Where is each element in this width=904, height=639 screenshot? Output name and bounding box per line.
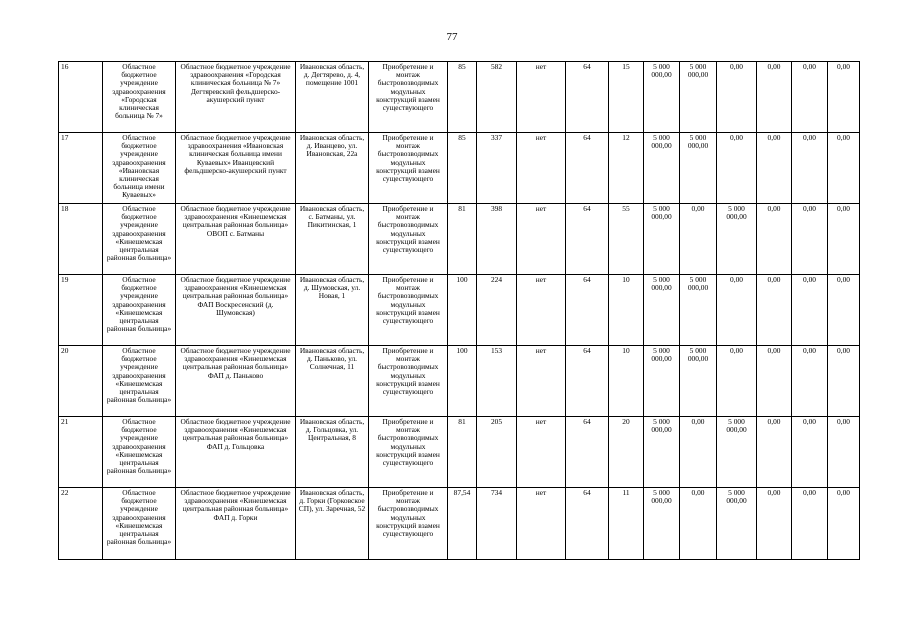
amount-year-2 bbox=[717, 62, 757, 133]
availability-flag bbox=[517, 133, 566, 204]
availability-flag-text: нет bbox=[535, 347, 547, 355]
row-number-text: 21 bbox=[61, 418, 69, 426]
amount-year-2-text: 5 000 000,00 bbox=[726, 418, 747, 435]
table-row bbox=[59, 417, 860, 488]
indicator-value bbox=[566, 204, 609, 275]
area-value-text: 100 bbox=[456, 347, 468, 355]
row-number-text: 17 bbox=[61, 134, 69, 142]
indicator-value-text: 64 bbox=[583, 205, 591, 213]
indicator-value bbox=[566, 346, 609, 417]
amount-year-2 bbox=[717, 133, 757, 204]
amount-year-4 bbox=[792, 488, 828, 560]
area-value bbox=[448, 488, 477, 560]
amount-year-5 bbox=[828, 346, 860, 417]
organization-name-text: Областное бюджетное учреждение здравоохранения «Ивановская клиническая больница имени Куваевых» bbox=[112, 134, 166, 200]
amount-year-4 bbox=[792, 62, 828, 133]
activity-description-text: Приобретение и монтаж быстровозводимых модульных конструкций взамен существующего bbox=[376, 276, 440, 326]
population-value-text: 398 bbox=[490, 205, 503, 213]
amount-year-5 bbox=[828, 204, 860, 275]
total-amount-text: 5 000 000,00 bbox=[651, 347, 672, 364]
facility-address-text: Ивановская область, д. Горки (Горковское СП), ул. Заречная, 52 bbox=[298, 489, 366, 514]
amount-year-4-text: 0,00 bbox=[803, 63, 816, 71]
activity-description-text: Приобретение и монтаж быстровозводимых модульных конструкций взамен существующего bbox=[376, 205, 440, 255]
organization-name-text: Областное бюджетное учреждение здравоохранения «Кинешемская центральная районная больница» bbox=[106, 347, 172, 405]
population-value bbox=[477, 62, 517, 133]
row-number bbox=[59, 204, 103, 275]
amount-year-3-text: 0,00 bbox=[767, 418, 781, 426]
facility-address-text: Ивановская область, с. Батманы, ул. Пикитинская, 1 bbox=[299, 205, 365, 230]
population-value bbox=[477, 417, 517, 488]
population-value bbox=[477, 275, 517, 346]
row-number bbox=[59, 62, 103, 133]
amount-year-1 bbox=[680, 204, 717, 275]
organization-name bbox=[103, 204, 176, 275]
amount-year-4 bbox=[792, 417, 828, 488]
activity-description bbox=[369, 488, 448, 560]
availability-flag-text: нет bbox=[535, 63, 547, 71]
activity-description bbox=[369, 417, 448, 488]
total-amount-text: 5 000 000,00 bbox=[651, 205, 672, 222]
amount-year-2 bbox=[717, 204, 757, 275]
facility-address bbox=[296, 133, 369, 204]
activity-description bbox=[369, 133, 448, 204]
row-number bbox=[59, 133, 103, 204]
organization-name-text: Областное бюджетное учреждение здравоохранения «Кинешемская центральная районная больница» bbox=[106, 276, 172, 334]
indicator-value-text: 64 bbox=[583, 63, 591, 71]
amount-year-4-text: 0,00 bbox=[803, 134, 816, 142]
amount-year-1 bbox=[680, 417, 717, 488]
activity-description-text: Приобретение и монтаж быстровозводимых модульных конструкций взамен существующего bbox=[376, 63, 440, 113]
facility-address-text: Ивановская область, д. Шумовская, ул. Новая, 1 bbox=[299, 276, 365, 301]
amount-year-1-text: 5 000 000,00 bbox=[687, 347, 709, 364]
facility-address bbox=[296, 417, 369, 488]
facility-address-text: Ивановская область, д. Дегтярево, д. 4, помещение 1001 bbox=[299, 63, 365, 88]
amount-year-2 bbox=[717, 275, 757, 346]
availability-flag bbox=[517, 275, 566, 346]
area-value-text: 100 bbox=[456, 276, 468, 284]
area-value-text: 85 bbox=[458, 63, 466, 71]
facility-address-text: Ивановская область, д. Гольцовка, ул. Центральная, 8 bbox=[299, 418, 365, 443]
total-amount bbox=[644, 204, 680, 275]
facility-name bbox=[176, 417, 296, 488]
facility-name bbox=[176, 62, 296, 133]
amount-year-2 bbox=[717, 417, 757, 488]
total-amount-text: 5 000 000,00 bbox=[651, 63, 672, 80]
area-value-text: 85 bbox=[458, 134, 466, 142]
total-amount bbox=[644, 346, 680, 417]
amount-year-2 bbox=[717, 488, 757, 560]
row-number bbox=[59, 417, 103, 488]
availability-flag-text: нет bbox=[535, 489, 547, 497]
table-row bbox=[59, 488, 860, 560]
amount-year-5-text: 0,00 bbox=[837, 205, 850, 213]
amount-year-3 bbox=[757, 62, 792, 133]
facility-address bbox=[296, 488, 369, 560]
amount-year-5 bbox=[828, 275, 860, 346]
amount-year-4-text: 0,00 bbox=[803, 205, 816, 213]
row-number bbox=[59, 346, 103, 417]
amount-year-3 bbox=[757, 275, 792, 346]
organization-name bbox=[103, 488, 176, 560]
amount-year-4 bbox=[792, 204, 828, 275]
distance-value-text: 10 bbox=[622, 347, 630, 355]
total-amount bbox=[644, 417, 680, 488]
indicator-value-text: 64 bbox=[583, 418, 591, 426]
activity-description-text: Приобретение и монтаж быстровозводимых модульных конструкций взамен существующего bbox=[376, 134, 440, 184]
table-row bbox=[59, 62, 860, 133]
population-value-text: 205 bbox=[490, 418, 503, 426]
amount-year-1-text: 0,00 bbox=[691, 418, 705, 426]
activity-description bbox=[369, 62, 448, 133]
amount-year-1-text: 5 000 000,00 bbox=[687, 134, 709, 151]
area-value-text: 87,54 bbox=[453, 489, 471, 497]
indicator-value bbox=[566, 133, 609, 204]
distance-value bbox=[609, 133, 644, 204]
total-amount-text: 5 000 000,00 bbox=[651, 418, 672, 435]
amount-year-5-text: 0,00 bbox=[837, 418, 850, 426]
amount-year-1 bbox=[680, 62, 717, 133]
population-value-text: 734 bbox=[490, 489, 503, 497]
table-row bbox=[59, 275, 860, 346]
amount-year-2-text: 0,00 bbox=[730, 134, 743, 142]
population-value-text: 153 bbox=[490, 347, 503, 355]
organization-name-text: Областное бюджетное учреждение здравоохранения «Кинешемская центральная районная больница» bbox=[106, 489, 172, 547]
amount-year-1 bbox=[680, 133, 717, 204]
facility-name bbox=[176, 133, 296, 204]
availability-flag bbox=[517, 62, 566, 133]
total-amount bbox=[644, 133, 680, 204]
amount-year-4-text: 0,00 bbox=[803, 276, 816, 284]
population-value-text: 337 bbox=[490, 134, 503, 142]
facility-address bbox=[296, 275, 369, 346]
facility-name-text: Областное бюджетное учреждение здравоохранения «Городская клиническая больница № 7» Дегтяревский фельдшерско-акушерский пункт bbox=[180, 63, 291, 104]
table-row bbox=[59, 204, 860, 275]
availability-flag-text: нет bbox=[535, 276, 547, 284]
facilities-table bbox=[58, 61, 860, 560]
indicator-value-text: 64 bbox=[583, 489, 591, 497]
amount-year-3-text: 0,00 bbox=[767, 347, 781, 355]
facility-name-text: Областное бюджетное учреждение здравоохранения «Кинешемская центральная районная больница» ОВОП с. Батманы bbox=[180, 205, 291, 238]
distance-value-text: 11 bbox=[622, 489, 630, 497]
facility-name bbox=[176, 275, 296, 346]
amount-year-5 bbox=[828, 62, 860, 133]
amount-year-3 bbox=[757, 488, 792, 560]
area-value bbox=[448, 62, 477, 133]
distance-value bbox=[609, 204, 644, 275]
population-value bbox=[477, 346, 517, 417]
availability-flag-text: нет bbox=[535, 205, 547, 213]
availability-flag bbox=[517, 204, 566, 275]
total-amount-text: 5 000 000,00 bbox=[651, 489, 672, 506]
distance-value-text: 15 bbox=[622, 63, 630, 71]
organization-name bbox=[103, 346, 176, 417]
indicator-value-text: 64 bbox=[583, 276, 591, 284]
population-value-text: 582 bbox=[490, 63, 503, 71]
organization-name-text: Областное бюджетное учреждение здравоохранения «Кинешемская центральная районная больница» bbox=[106, 418, 172, 476]
organization-name bbox=[103, 417, 176, 488]
activity-description-text: Приобретение и монтаж быстровозводимых модульных конструкций взамен существующего bbox=[376, 489, 440, 539]
organization-name-text: Областное бюджетное учреждение здравоохранения «Городская клиническая больница № 7» bbox=[112, 63, 166, 121]
amount-year-1-text: 5 000 000,00 bbox=[687, 276, 709, 293]
amount-year-4 bbox=[792, 133, 828, 204]
availability-flag bbox=[517, 488, 566, 560]
area-value bbox=[448, 204, 477, 275]
amount-year-3-text: 0,00 bbox=[767, 63, 781, 71]
facility-name-text: Областное бюджетное учреждение здравоохранения «Кинешемская центральная районная больница» ФАП Воскресенский (д. Шумовская) bbox=[180, 276, 291, 317]
total-amount bbox=[644, 275, 680, 346]
indicator-value-text: 64 bbox=[583, 347, 591, 355]
population-value bbox=[477, 133, 517, 204]
population-value-text: 224 bbox=[490, 276, 503, 284]
amount-year-3-text: 0,00 bbox=[767, 205, 781, 213]
facility-name bbox=[176, 488, 296, 560]
population-value bbox=[477, 488, 517, 560]
activity-description-text: Приобретение и монтаж быстровозводимых модульных конструкций взамен существующего bbox=[376, 418, 440, 468]
organization-name bbox=[103, 133, 176, 204]
distance-value bbox=[609, 275, 644, 346]
facility-address bbox=[296, 346, 369, 417]
distance-value-text: 10 bbox=[622, 276, 630, 284]
amount-year-5-text: 0,00 bbox=[837, 489, 850, 497]
table-row bbox=[59, 346, 860, 417]
amount-year-5-text: 0,00 bbox=[837, 63, 850, 71]
amount-year-3-text: 0,00 bbox=[767, 276, 781, 284]
availability-flag bbox=[517, 417, 566, 488]
area-value-text: 81 bbox=[458, 418, 466, 426]
table-row bbox=[59, 133, 860, 204]
activity-description bbox=[369, 275, 448, 346]
amount-year-1 bbox=[680, 275, 717, 346]
amount-year-2-text: 5 000 000,00 bbox=[726, 205, 747, 222]
distance-value-text: 55 bbox=[622, 205, 630, 213]
distance-value bbox=[609, 346, 644, 417]
organization-name bbox=[103, 275, 176, 346]
amount-year-2-text: 0,00 bbox=[730, 347, 743, 355]
amount-year-3-text: 0,00 bbox=[767, 134, 781, 142]
amount-year-4-text: 0,00 bbox=[803, 418, 816, 426]
activity-description-text: Приобретение и монтаж быстровозводимых модульных конструкций взамен существующего bbox=[376, 347, 440, 397]
facility-name bbox=[176, 346, 296, 417]
amount-year-5 bbox=[828, 417, 860, 488]
activity-description bbox=[369, 204, 448, 275]
total-amount-text: 5 000 000,00 bbox=[651, 276, 672, 293]
amount-year-3-text: 0,00 bbox=[767, 489, 781, 497]
amount-year-5-text: 0,00 bbox=[837, 347, 850, 355]
area-value bbox=[448, 133, 477, 204]
amount-year-4-text: 0,00 bbox=[803, 489, 816, 497]
indicator-value-text: 64 bbox=[583, 134, 591, 142]
distance-value bbox=[609, 488, 644, 560]
area-value bbox=[448, 417, 477, 488]
amount-year-1 bbox=[680, 488, 717, 560]
amount-year-3 bbox=[757, 204, 792, 275]
amount-year-4-text: 0,00 bbox=[803, 347, 816, 355]
amount-year-5 bbox=[828, 133, 860, 204]
amount-year-3 bbox=[757, 417, 792, 488]
facility-name-text: Областное бюджетное учреждение здравоохранения «Кинешемская центральная районная больница» ФАП д. Паньково bbox=[180, 347, 291, 380]
amount-year-2-text: 0,00 bbox=[730, 276, 743, 284]
facility-name-text: Областное бюджетное учреждение здравоохранения «Кинешемская центральная районная больница» ФАП д. Гольцовка bbox=[180, 418, 291, 451]
amount-year-1 bbox=[680, 346, 717, 417]
amount-year-5-text: 0,00 bbox=[837, 134, 850, 142]
activity-description bbox=[369, 346, 448, 417]
population-value bbox=[477, 204, 517, 275]
amount-year-5-text: 0,00 bbox=[837, 276, 850, 284]
facility-address bbox=[296, 62, 369, 133]
page-number: 77 bbox=[446, 31, 458, 43]
total-amount-text: 5 000 000,00 bbox=[651, 134, 672, 151]
facility-address-text: Ивановская область, д. Паньково, ул. Солнечная, 11 bbox=[299, 347, 365, 372]
facility-name-text: Областное бюджетное учреждение здравоохранения «Ивановская клиническая больница имени Куваевых» Иванцевский фельдшерско-акушерский пункт bbox=[180, 134, 291, 175]
amount-year-4 bbox=[792, 346, 828, 417]
area-value bbox=[448, 275, 477, 346]
amount-year-4 bbox=[792, 275, 828, 346]
row-number-text: 18 bbox=[61, 205, 69, 213]
distance-value-text: 12 bbox=[622, 134, 630, 142]
organization-name-text: Областное бюджетное учреждение здравоохранения «Кинешемская центральная районная больница» bbox=[106, 205, 172, 263]
area-value-text: 81 bbox=[458, 205, 466, 213]
amount-year-1-text: 0,00 bbox=[691, 205, 705, 213]
total-amount bbox=[644, 488, 680, 560]
facility-address bbox=[296, 204, 369, 275]
row-number-text: 16 bbox=[61, 63, 69, 71]
total-amount bbox=[644, 62, 680, 133]
amount-year-2-text: 0,00 bbox=[730, 63, 743, 71]
indicator-value bbox=[566, 488, 609, 560]
facility-name-text: Областное бюджетное учреждение здравоохранения «Кинешемская центральная районная больница» ФАП д. Горки bbox=[180, 489, 291, 522]
amount-year-2-text: 5 000 000,00 bbox=[726, 489, 747, 506]
row-number bbox=[59, 275, 103, 346]
indicator-value bbox=[566, 62, 609, 133]
row-number bbox=[59, 488, 103, 560]
distance-value bbox=[609, 62, 644, 133]
amount-year-2 bbox=[717, 346, 757, 417]
indicator-value bbox=[566, 417, 609, 488]
organization-name bbox=[103, 62, 176, 133]
distance-value-text: 20 bbox=[622, 418, 630, 426]
row-number-text: 22 bbox=[61, 489, 69, 497]
amount-year-3 bbox=[757, 346, 792, 417]
area-value bbox=[448, 346, 477, 417]
availability-flag-text: нет bbox=[535, 134, 547, 142]
amount-year-5 bbox=[828, 488, 860, 560]
amount-year-3 bbox=[757, 133, 792, 204]
row-number-text: 20 bbox=[61, 347, 69, 355]
availability-flag-text: нет bbox=[535, 418, 547, 426]
availability-flag bbox=[517, 346, 566, 417]
row-number-text: 19 bbox=[61, 276, 69, 284]
facility-address-text: Ивановская область, д. Иванцево, ул. Ивановская, 22а bbox=[299, 134, 365, 159]
amount-year-1-text: 5 000 000,00 bbox=[687, 63, 709, 80]
indicator-value bbox=[566, 275, 609, 346]
facility-name bbox=[176, 204, 296, 275]
distance-value bbox=[609, 417, 644, 488]
amount-year-1-text: 0,00 bbox=[691, 489, 705, 497]
